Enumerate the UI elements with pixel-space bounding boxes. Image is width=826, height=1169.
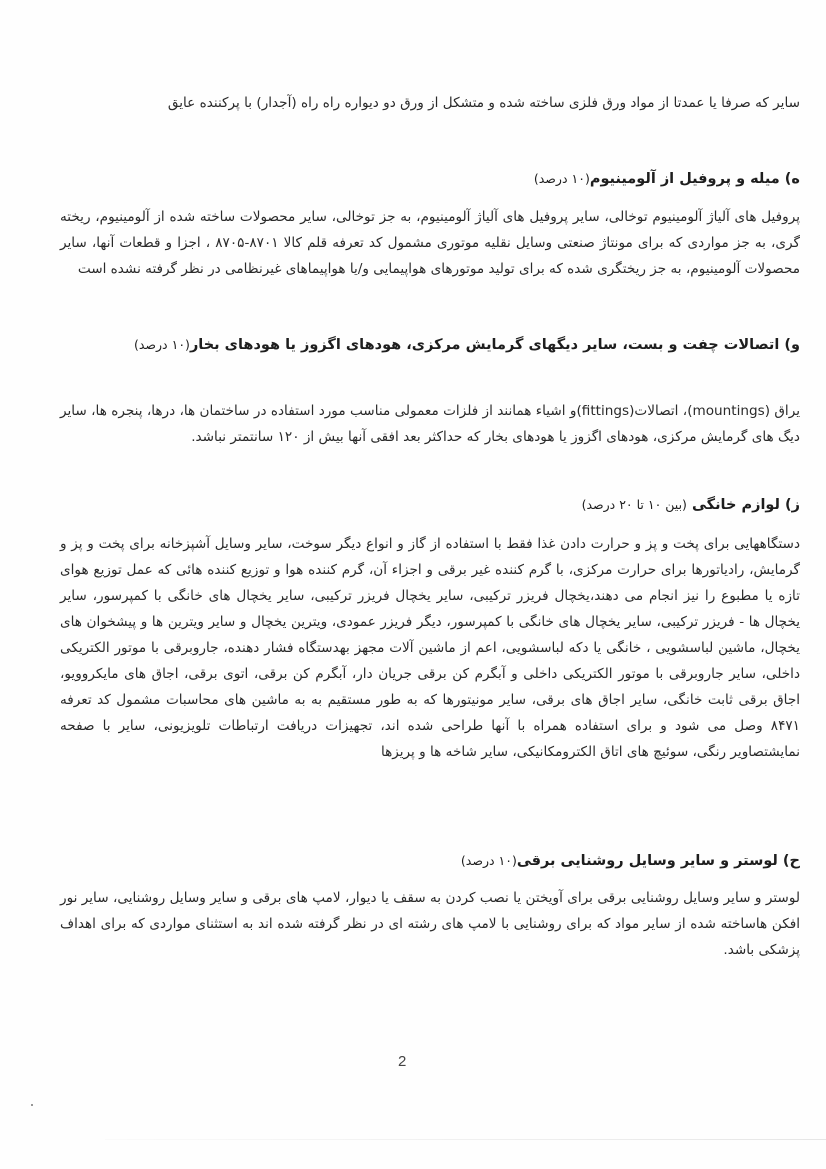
section-heading-lighting: [60, 848, 800, 874]
section-percent: (بین ۱۰ تا ۲۰ درصد): [581, 497, 687, 512]
section-body-lighting: لوستر و سایر وسایل روشنایی برقی برای آویختن یا نصب کردن به سقف یا دیوار، لامپ های برقی و سایر وسایل روشنایی، سایر نور افکن هاساخته شده از سایر مواد که برای روشنایی با لامپ های رشته ای در نظر گرفته شده اند به استثنای مواردی که برای اهداف پزشکی باشد.: [60, 890, 800, 958]
intro-paragraph: سایر که صرفا یا عمدتا از مواد ورق فلزی ساخته شده و متشکل از ورق دو دیواره راه راه (آجدار) با پرکننده عایق: [167, 95, 800, 111]
section-percent: (۱۰ درصد): [533, 171, 590, 186]
section-heading-fittings: [60, 332, 800, 358]
section-heading-household: [60, 492, 800, 518]
section-heading-aluminium: [60, 166, 800, 192]
section-body-household: دستگاههایی برای پخت و پز و حرارت دادن غذا فقط با استفاده از گاز و انواع دیگر سوخت، سایر وسایل آشپزخانه برای پخت و پز و گرمایش، رادیاتورها برای حرارت مرکزی، با گرم کننده غیر برقی و اجزاء آن، گرم کننده هوا و توزیع کننده هائی که عمل توزیع هوای تازه یا مطبوع را نیز انجام می دهند،یخچال فریزر ترکیبی، سایر یخچال فریزر ترکیبی، سایر یخچال های خانگی با کمپرسور، سایر یخچال ها - فریزر ترکیبی، سایر یخچال های خانگی با کمپرسور، دیگر فریزر عمودی، ویترین یخچال و سایر ویترین ها و پیشخوان های یخچال، ماشین لباسشویی ، خانگی یا دکه لباسشویی، اعم از ماشین آلات مجهز بهدستگاه فشار دهنده، جاروبرقی با موتور الکتریکی داخلی، سایر جاروبرقی با موتور الکتریکی داخلی و آبگرم کن برقی جریان دار، آبگرم کن برقی، اتوی برقی، اجاق های مایکروویو، اجاق برقی ثابت خانگی، سایر اجاق های برقی، سایر مونیتورها که به طور مستقیم به به ماشین های محاسبات مشمول کد تعرفه ۸۴۷۱ وصل می شود و برای استفاده همراه با آنها طراحی شده اند، تجهیزات دریافت ارتباطات تلویزیونی، سایر با صفحه نمایشتصاویر رنگی، سوئیچ های اتاق الکترومکانیکی، سایر شاخه ها و پریزها: [60, 536, 800, 760]
section-body-fittings: یراق (mountings)، اتصالات(fittings)و اشیاء همانند از فلزات معمولی مناسب مورد استفاده در ساختمان ها، درها، پنجره ها، سایر دیگ های گرمایش مرکزی، هودهای اگزوز یا هودهای بخار که حداکثر بعد افقی آنها بیش از ۱۲۰ سانتمتر نباشد.: [60, 403, 800, 445]
scan-edge: [105, 1139, 826, 1140]
section-heading-text: و) اتصالات چفت و بست، سایر دیگهای گرمایش مرکزی، هودهای اگزوز یا هودهای بخار: [189, 337, 800, 353]
section-heading-text: ح) لوستر و سایر وسایل روشنایی برقی: [516, 853, 800, 869]
section-percent: (۱۰ درصد): [133, 337, 190, 352]
page-number: 2: [398, 1053, 407, 1070]
section-heading-text: ه) میله و پروفیل از آلومینیوم: [589, 171, 800, 187]
section-percent: (۱۰ درصد): [460, 853, 517, 868]
section-body-aluminium: پروفیل های آلیاژ آلومینیوم توخالی، سایر پروفیل های آلیاژ آلومینیوم، به جز توخالی، سایر محصولات ساخته شده از آلومینیوم، ریخته گری، به جز مواردی که برای مونتاژ صنعتی وسایل نقلیه موتوری مشمول کد تعرفه قلم کالا ۸۷۰۱-۸۷۰۵ ، اجزا و قطعات آنها، سایر محصولات آلومینیوم، به جز ریختگری شده که برای تولید موتورهای هواپیمایی و/یا هواپیماهای غیرنظامی در نظر گرفته نشده است: [60, 209, 801, 277]
scan-speck: [31, 1104, 33, 1106]
section-heading-text: ز) لوازم خانگی: [692, 497, 800, 513]
